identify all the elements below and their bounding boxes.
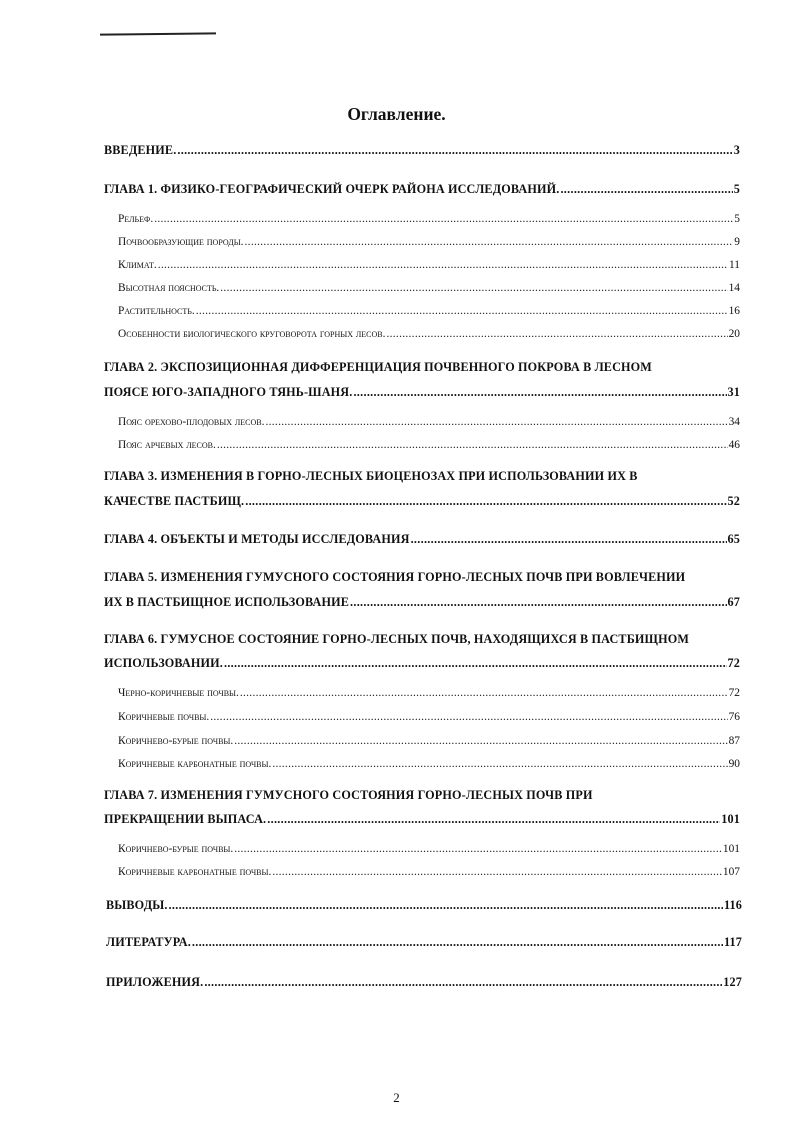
toc-entry-chapter-5[interactable] [104, 595, 740, 610]
dot-leader [350, 595, 727, 610]
toc-entry-intro[interactable] [104, 143, 740, 158]
toc-entry-label: КАЧЕСТВЕ ПАСТБИЩ. [104, 494, 245, 508]
toc-page-number: 65 [727, 532, 740, 546]
toc-entry-chapter-2[interactable] [104, 385, 740, 400]
dot-leader [196, 305, 728, 317]
toc-page-number: 9 [734, 236, 740, 248]
toc-page-number: 31 [727, 385, 740, 399]
toc-entry-label: ПРЕКРАЩЕНИИ ВЫПАСА. [104, 812, 267, 826]
toc-page-number: 11 [729, 259, 740, 271]
toc-entry-label: ГЛАВА 1. ФИЗИКО-ГЕОГРАФИЧЕСКИЙ ОЧЕРК РАЙОНА ИССЛЕДОВАНИЙ. [104, 182, 560, 196]
toc-page-number: 72 [728, 687, 740, 699]
dot-leader [267, 812, 720, 827]
toc-subentry[interactable] [118, 328, 740, 340]
toc-entry-appendices[interactable] [106, 975, 742, 990]
toc-page-number: 34 [728, 416, 740, 428]
toc-subentry[interactable] [118, 439, 740, 451]
toc-entry-label: ВЫВОДЫ. [106, 898, 168, 912]
toc-subentry[interactable] [118, 259, 740, 271]
toc-subentry[interactable] [118, 282, 740, 294]
toc-subentry[interactable] [118, 843, 740, 855]
dot-leader [265, 416, 727, 428]
toc-chapter-2-line1[interactable]: ГЛАВА 2. ЭКСПОЗИЦИОННАЯ ДИФФЕРЕНЦИАЦИЯ ПОЧВЕННОГО ПОКРОВА В ЛЕСНОМ [104, 360, 652, 374]
toc-page-number: 116 [723, 898, 742, 912]
toc-page-number: 3 [733, 143, 740, 157]
toc-entry-label: ЛИТЕРАТУРА. [106, 935, 191, 949]
toc-entry-conclusions[interactable] [106, 898, 742, 913]
dot-leader [158, 259, 728, 271]
toc-chapter-6-line1[interactable]: ГЛАВА 6. ГУМУСНОЕ СОСТОЯНИЕ ГОРНО-ЛЕСНЫХ ПОЧВ, НАХОДЯЩИХСЯ В ПАСТБИЩНОМ [104, 632, 689, 646]
toc-subentry[interactable] [118, 687, 740, 699]
dot-leader [169, 898, 723, 913]
toc-entry-label: Климат. [118, 259, 157, 271]
dot-leader [224, 656, 727, 671]
toc-entry-label: ПОЯСЕ ЮГО-ЗАПАДНОГО ТЯНЬ-ШАНЯ. [104, 385, 353, 399]
dot-leader [245, 236, 734, 248]
scan-artifact-line [100, 32, 216, 35]
toc-entry-chapter-4[interactable] [104, 532, 740, 547]
toc-entry-label: Почвообразующие породы. [118, 236, 244, 248]
toc-subentry[interactable] [118, 758, 740, 770]
toc-page-number: 87 [728, 735, 740, 747]
toc-entry-label: Пояс арчевых лесов. [118, 439, 216, 451]
toc-entry-chapter-1[interactable] [104, 182, 740, 197]
toc-page-number: 52 [727, 494, 740, 508]
toc-chapter-7-line1[interactable]: ГЛАВА 7. ИЗМЕНЕНИЯ ГУМУСНОГО СОСТОЯНИЯ ГОРНО-ЛЕСНЫХ ПОЧВ ПРИ [104, 788, 593, 802]
toc-entry-label: Черно-коричневые почвы. [118, 687, 239, 699]
dot-leader [217, 439, 728, 451]
toc-subentry[interactable] [118, 236, 740, 248]
toc-page-number: 20 [728, 328, 740, 340]
toc-page-number: 101 [721, 812, 740, 826]
toc-entry-label: ИСПОЛЬЗОВАНИИ. [104, 656, 223, 670]
toc-page-number: 72 [727, 656, 740, 670]
toc-entry-chapter-3[interactable] [104, 494, 740, 509]
toc-page-number: 90 [728, 758, 740, 770]
toc-page-number: 5 [734, 213, 740, 225]
toc-chapter-5-line1[interactable]: ГЛАВА 5. ИЗМЕНЕНИЯ ГУМУСНОГО СОСТОЯНИЯ ГОРНО-ЛЕСНЫХ ПОЧВ ПРИ ВОВЛЕЧЕНИИ [104, 570, 686, 584]
toc-entry-label: ПРИЛОЖЕНИЯ. [106, 975, 204, 989]
toc-subentry[interactable] [118, 305, 740, 317]
toc-entry-chapter-7[interactable] [104, 812, 740, 827]
dot-leader [272, 758, 727, 770]
toc-subentry[interactable] [118, 416, 740, 428]
dot-leader [210, 711, 727, 723]
toc-entry-label: Пояс орехово-плодовых лесов. [118, 416, 265, 428]
dot-leader [353, 385, 726, 400]
dot-leader [177, 143, 732, 158]
toc-entry-literature[interactable] [106, 935, 742, 950]
toc-subentry[interactable] [118, 711, 740, 723]
dot-leader [386, 328, 727, 340]
page-title: Оглавление. [347, 104, 446, 124]
dot-leader [204, 975, 722, 990]
toc-subentry[interactable] [118, 213, 740, 225]
toc-page-number: 16 [728, 305, 740, 317]
dot-leader [192, 935, 723, 950]
toc-entry-label: Особенности биологического круговорота горных лесов. [118, 328, 386, 340]
toc-entry-label: Коричневые карбонатные почвы. [118, 866, 272, 878]
toc-page-number: 46 [728, 439, 740, 451]
toc-page-number: 67 [727, 595, 740, 609]
toc-subentry[interactable] [118, 866, 740, 878]
toc-entry-label: Коричневые карбонатные почвы. [118, 758, 272, 770]
toc-entry-label: Растительность. [118, 305, 195, 317]
dot-leader [234, 843, 722, 855]
toc-page-number: 5 [733, 182, 740, 196]
dot-leader [154, 213, 733, 225]
dot-leader [245, 494, 726, 509]
toc-entry-label: Высотная поясность. [118, 282, 220, 294]
toc-entry-label: ГЛАВА 4. ОБЪЕКТЫ И МЕТОДЫ ИССЛЕДОВАНИЯ [104, 532, 410, 546]
toc-chapter-3-line1[interactable]: ГЛАВА 3. ИЗМЕНЕНИЯ В ГОРНО-ЛЕСНЫХ БИОЦЕНОЗАХ ПРИ ИСПОЛЬЗОВАНИИ ИХ В [104, 469, 638, 483]
dot-leader [560, 182, 732, 197]
toc-subentry[interactable] [118, 735, 740, 747]
dot-leader [272, 866, 722, 878]
toc-entry-label: ИХ В ПАСТБИЩНОЕ ИСПОЛЬЗОВАНИЕ [104, 595, 349, 609]
dot-leader [220, 282, 727, 294]
toc-entry-label: ВВЕДЕНИЕ. [104, 143, 177, 157]
toc-page-number: 127 [723, 975, 742, 989]
toc-entry-chapter-6[interactable] [104, 656, 740, 671]
toc-page-number: 117 [723, 935, 742, 949]
toc-page-number: 76 [728, 711, 740, 723]
toc-entry-label: Коричнево-бурые почвы. [118, 843, 234, 855]
dot-leader [411, 532, 727, 547]
toc-page-number: 101 [722, 843, 740, 855]
toc-page-number: 14 [728, 282, 740, 294]
dot-leader [240, 687, 728, 699]
dot-leader [234, 735, 727, 747]
toc-page-number: 107 [722, 866, 740, 878]
toc-entry-label: Коричневые почвы. [118, 711, 210, 723]
toc-entry-label: Коричнево-бурые почвы. [118, 735, 234, 747]
toc-entry-label: Рельеф. [118, 213, 154, 225]
page-number: 2 [393, 1090, 400, 1105]
